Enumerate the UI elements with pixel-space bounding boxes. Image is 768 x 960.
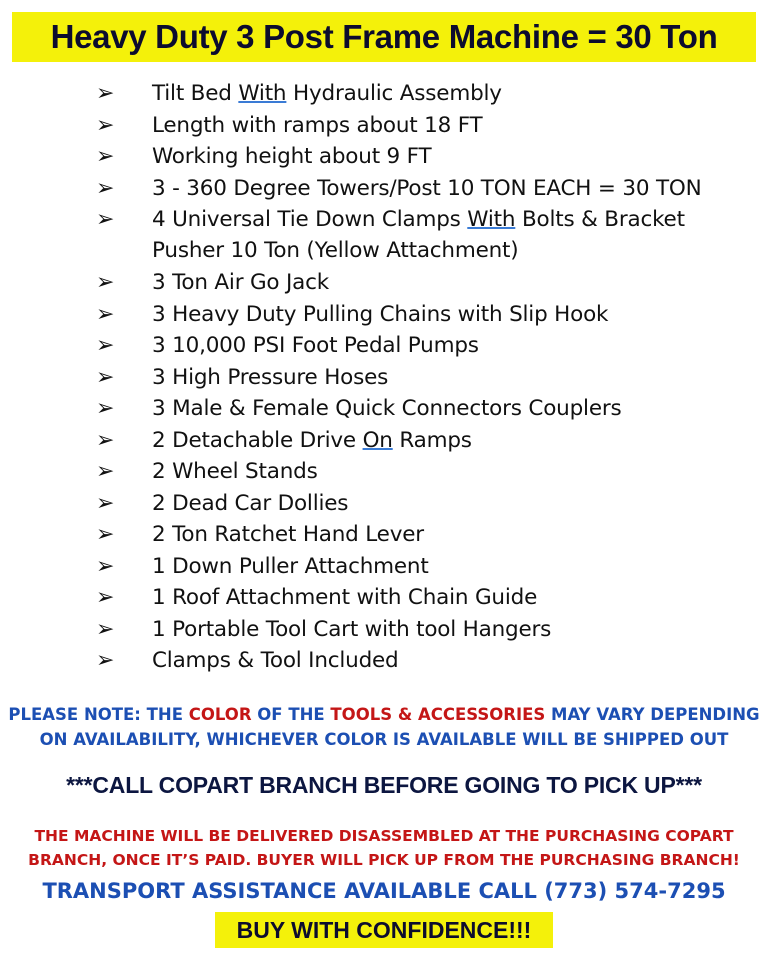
list-item-text-part: Bolts & Bracket Pusher 10 Ton (Yellow Attachment) [152,207,685,263]
arrow-bullet-icon: ➢ [96,648,115,673]
note-highlight-color: COLOR [188,705,252,724]
list-item-text [152,362,388,393]
list-item [96,267,756,299]
list-item [96,362,756,394]
list-item [96,78,756,110]
list-item-text [152,173,702,204]
list-item [96,299,756,331]
list-item [96,645,756,677]
list-item-text-part: 4 Universal Tie Down Clamps [152,207,468,232]
arrow-bullet-icon: ➢ [96,490,115,516]
arrow-bullet-icon: ➢ [96,81,115,106]
list-item-text-part: 2 Detachable Drive [152,427,363,453]
arrow-bullet-icon: ➢ [96,553,115,579]
arrow-bullet-icon: ➢ [96,207,115,232]
list-item [96,330,756,362]
arrow-bullet-icon: ➢ [96,459,115,484]
note-line-2: ON AVAILABILITY, WHICHEVER COLOR IS AVAILABLE WILL BE SHIPPED OUT [39,730,729,749]
arrow-bullet-icon: ➢ [96,522,115,547]
list-item [96,173,756,205]
list-item-text-part: 2 Dead Car Dollies [152,490,349,516]
list-item-text-part: Clamps & Tool Included [152,648,399,673]
page-title: Heavy Duty 3 Post Frame Machine = 30 Ton [50,18,718,55]
list-item-text-part: 3 10,000 PSI Foot Pedal Pumps [152,333,479,358]
list-item-text-part: 2 Wheel Stands [152,459,318,484]
availability-note [0,702,768,752]
arrow-bullet-icon: ➢ [96,112,115,138]
list-item-text-part: Tilt Bed [152,81,239,106]
list-item-text [152,393,621,424]
list-item-text-part: 3 Male & Female Quick Connectors Couplers [152,396,622,421]
list-item-text-part: 3 - 360 Degree Towers/Post 10 TON EACH = 30 TON [152,175,702,201]
note-text: OF THE [251,705,331,724]
list-item-text-part: 2 Ton Ratchet Hand Lever [152,522,424,547]
list-item-text [152,141,431,172]
list-item-text [152,267,329,298]
list-item-text [152,425,472,456]
delivery-line-2: BRANCH, ONCE IT’S PAID. BUYER WILL PICK UP FROM THE PURCHASING BRANCH! [28,851,740,869]
list-item [96,519,756,551]
list-item-text [152,110,482,141]
list-item-text-part: 3 Heavy Duty Pulling Chains with Slip Hook [152,301,609,327]
list-item-text [152,204,685,266]
list-item [96,488,756,520]
list-item-text-part: Hydraulic Assembly [286,81,502,106]
list-item-text-part: Length with ramps about 18 FT [152,112,483,138]
list-item-text [152,330,479,361]
list-item [96,204,756,267]
list-item-text-part: Ramps [392,427,472,453]
list-item-text [152,551,429,582]
buy-with-confidence: BUY WITH CONFIDENCE!!! [236,916,532,943]
list-item-text [152,299,608,330]
underlined-word: With [467,207,516,232]
arrow-bullet-icon: ➢ [96,585,115,610]
delivery-notice [0,824,768,872]
arrow-bullet-icon: ➢ [96,396,115,421]
list-item-text-part: Working height about 9 FT [152,144,432,169]
buy-banner [215,912,553,948]
arrow-bullet-icon: ➢ [96,333,115,358]
list-item [96,582,756,614]
list-item-text [152,582,537,613]
note-line-1 [0,702,768,727]
list-item [96,393,756,425]
list-item [96,425,756,457]
list-item-text-part: 1 Roof Attachment with Chain Guide [152,585,538,610]
title-banner [12,12,756,62]
note-text: PLEASE NOTE: THE [8,705,189,724]
underlined-word: On [362,427,393,453]
list-item [96,456,756,488]
list-item-text [152,614,551,645]
list-item-text-part: 1 Down Puller Attachment [152,553,429,579]
arrow-bullet-icon: ➢ [96,144,115,169]
list-item [96,614,756,646]
call-branch-notice: ***CALL COPART BRANCH BEFORE GOING TO PICK UP*** [66,772,702,798]
transport-assistance: TRANSPORT ASSISTANCE AVAILABLE CALL (773) 574-7295 [42,879,726,903]
list-item-text [152,519,424,550]
delivery-line-1: THE MACHINE WILL BE DELIVERED DISASSEMBLED AT THE PURCHASING COPART [34,827,734,845]
arrow-bullet-icon: ➢ [96,427,115,453]
list-item-text-part: 3 High Pressure Hoses [152,364,389,390]
list-item-text-part: 1 Portable Tool Cart with tool Hangers [152,616,552,642]
note-highlight-tools: TOOLS & ACCESSORIES [330,705,546,724]
arrow-bullet-icon: ➢ [96,301,115,327]
list-item [96,110,756,142]
list-item-text [152,456,318,487]
note-text: MAY VARY DEPENDING [545,705,760,724]
feature-list [96,78,756,677]
underlined-word: With [238,81,287,106]
list-item [96,551,756,583]
list-item [96,141,756,173]
arrow-bullet-icon: ➢ [96,270,115,295]
arrow-bullet-icon: ➢ [96,175,115,201]
list-item-text-part: 3 Ton Air Go Jack [152,270,329,295]
list-item-text [152,78,502,109]
list-item-text [152,645,399,676]
arrow-bullet-icon: ➢ [96,364,115,390]
list-item-text [152,488,348,519]
arrow-bullet-icon: ➢ [96,616,115,642]
